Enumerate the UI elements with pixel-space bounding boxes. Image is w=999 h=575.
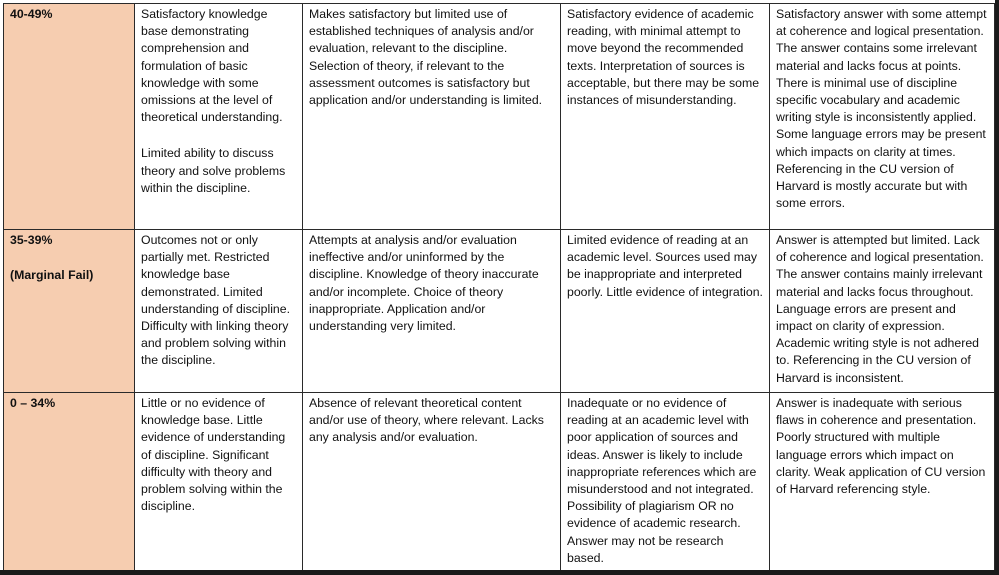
grade-band-cell	[4, 393, 135, 572]
reading-text: Limited evidence of reading at an academic level. Sources used may be inappropriate and interpreted poorly. Little evidence of integration.	[567, 233, 763, 299]
reading-text: Satisfactory evidence of academic reading, with minimal attempt to move beyond the recommended texts. Interpretation of sources is acceptable, but there may be some instances of misunderstanding.	[567, 7, 760, 108]
presentation-text: Answer is attempted but limited. Lack of coherence and logical presentation. The answer contains mainly irrelevant material and lacks focus throughout. Language errors are present and impact on clarity of expression. Academic writing style is not adhered to. Referencing in the CU version of Harvard is inconsistent.	[776, 233, 984, 385]
presentation-text: Answer is inadequate with serious flaws in coherence and presentation. Poorly structured with multiple language errors which impact on clarity. Weak application of CU version of Harvard referencing style.	[776, 396, 986, 497]
knowledge-text: Little or no evidence of knowledge base. Little evidence of understanding of discipline. Significant difficulty with theory and problem solving within the discipline.	[141, 396, 286, 514]
presentation-cell	[770, 393, 995, 572]
reading-text: Inadequate or no evidence of reading at an academic level with poor application of sources and ideas. Answer is likely to include inappropriate references which are misunderstood and not integrated. Possibility of plagiarism OR no evidence of academic research. Answer may not be research based.	[567, 396, 757, 565]
reading-cell	[561, 4, 770, 230]
analysis-text: Attempts at analysis and/or evaluation ineffective and/or uninformed by the discipline. Knowledge of theory inaccurate and/or incomplete. Choice of theory inappropriate. Application and/or understanding very limited.	[309, 233, 539, 334]
knowledge-text: Satisfactory knowledge base demonstrating comprehension and formulation of basic knowledge with some omissions at the level of theoretical understanding.	[141, 7, 283, 125]
reading-cell	[561, 393, 770, 572]
reading-cell	[561, 230, 770, 393]
analysis-cell	[303, 230, 561, 393]
presentation-cell	[770, 230, 995, 393]
analysis-cell	[303, 393, 561, 572]
knowledge-cell	[135, 4, 303, 230]
presentation-cell	[770, 4, 995, 230]
rubric-row-40-49	[4, 4, 995, 230]
grade-band-label: 0 – 34%	[10, 396, 56, 410]
analysis-cell	[303, 4, 561, 230]
knowledge-extra-text: Limited ability to discuss theory and solve problems within the discipline.	[141, 146, 286, 195]
grade-band-cell	[4, 4, 135, 230]
analysis-text: Absence of relevant theoretical content and/or use of theory, where relevant. Lacks any analysis and/or evaluation.	[309, 396, 544, 445]
knowledge-cell	[135, 230, 303, 393]
grade-band-label: 35-39%	[10, 233, 53, 247]
presentation-text: Satisfactory answer with some attempt at coherence and logical presentation. The answer contains some irrelevant material and lacks focus at points. There is minimal use of discipline specific vocabulary and academic writing style is inconsistently applied. Some language errors may be present which impacts on clarity at times. Referencing in the CU version of Harvard is mostly accurate but with some errors.	[776, 7, 987, 211]
grade-band-label: 40-49%	[10, 7, 53, 21]
grade-band-cell	[4, 230, 135, 393]
grade-band-note: (Marginal Fail)	[10, 268, 94, 283]
grading-rubric-table	[3, 3, 995, 572]
page-edge-bottom	[0, 570, 999, 575]
rubric-row-35-39	[4, 230, 995, 393]
page-edge-right	[995, 0, 999, 575]
rubric-row-0-34	[4, 393, 995, 572]
analysis-text: Makes satisfactory but limited use of established techniques of analysis and/or evaluation, relevant to the discipline. Selection of theory, if relevant to the assessment outcomes is satisfactory but application and/or understanding is limited.	[309, 7, 543, 108]
knowledge-text: Outcomes not or only partially met. Restricted knowledge base demonstrated. Limited understanding of discipline. Difficulty with linking theory and problem solving within the discipline.	[141, 233, 291, 368]
knowledge-cell	[135, 393, 303, 572]
